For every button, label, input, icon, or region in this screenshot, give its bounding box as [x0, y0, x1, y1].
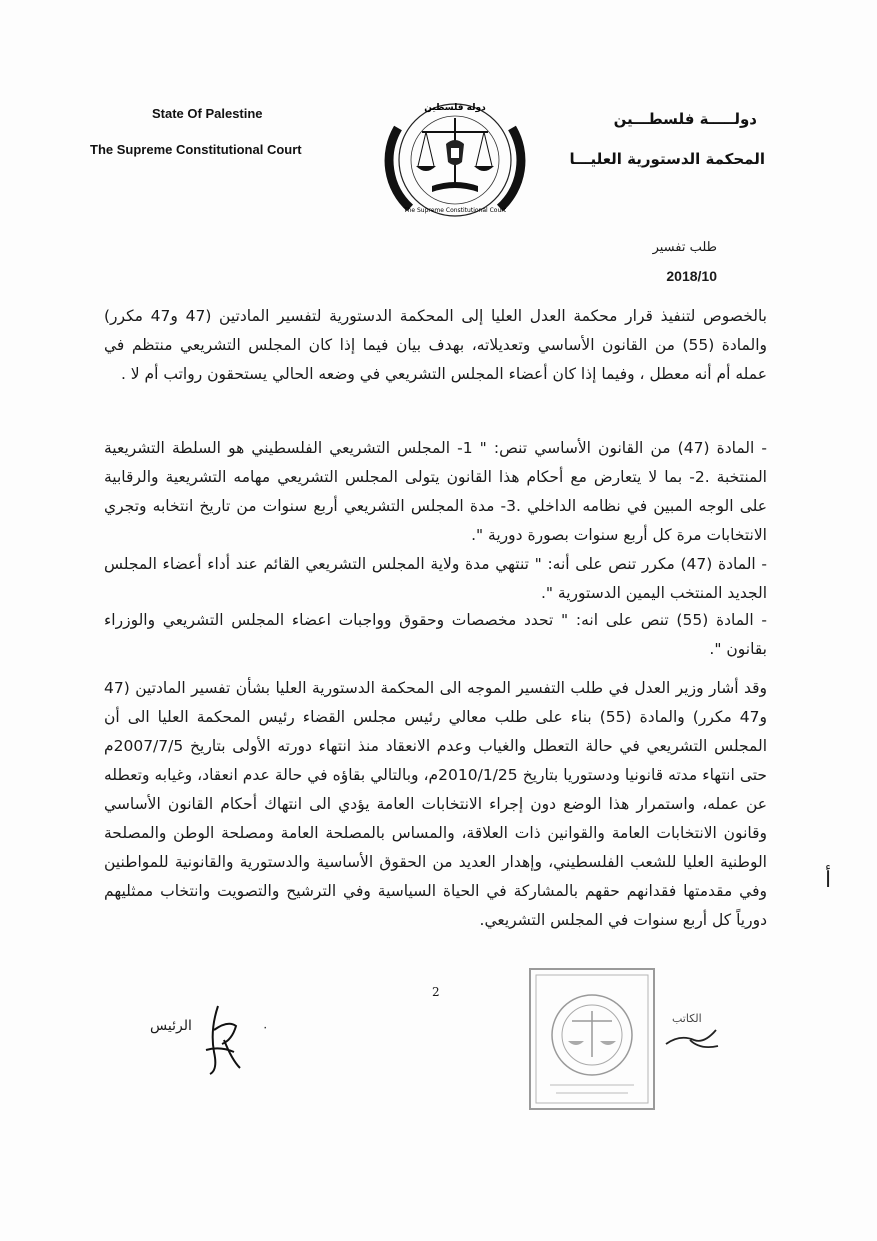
header-state-ar: دولـــــة فلسطـــين	[613, 110, 757, 128]
emblem-text-en: The Supreme Constitutional Court	[403, 207, 507, 214]
header-court-en: The Supreme Constitutional Court	[90, 142, 302, 157]
paragraph-main: وقد أشار وزير العدل في طلب التفسير الموجه الى المحكمة الدستورية العليا بشأن تفسير المادتين (47 و47 مكرر) والمادة (55) بناء على طلب معالي رئيس مجلس القضاء رئيس المحكمة العليا الى أن المجلس التشريعي في حالة التعطل والغياب وعدم الانعقاد منذ انتهاء دورته الأولى بتاريخ 2007/7/5م حتى انتهاء مدته قانونيا ودستوريا بتاريخ 2010/1/25م، وبالتالي بقاؤه في حالة عدم انعقاد، وغيابه وتعطله عن عمله، واستمرار هذا الوضع دون إجراء الانتخابات العامة يؤدي الى انتهاك أحكام القانون الأساسي وقانون الانتخابات العامة والقوانين ذات العلاقة، والمساس بالمصلحة العامة ومصلحة الوطن والمصلحة الوطنية العليا للشعب الفلسطيني، وإهدار العديد من الحقوق الأساسية والدستورية والقانونية للمواطنين وفي مقدمتها فقدانهم حقهم بالمشاركة في الحياة السياسية وفي الترشيح والتصويت وانتخاب ممثليهم دورياً كل أربع سنوات في المجلس التشريعي.	[104, 679, 767, 929]
secretary-label: الكاتب	[672, 1012, 702, 1025]
header-state-en: State Of Palestine	[152, 106, 263, 121]
emblem-text-ar: دولة فلسطين	[424, 103, 486, 113]
president-label: الرئيس	[150, 1018, 192, 1034]
reference-number: 2018/10	[666, 268, 717, 284]
paragraph-article-55: - المادة (55) تنص على انه: " تحدد مخصصات وحقوق وواجبات اعضاء المجلس التشريعي والوزراء بقانون ".	[104, 611, 768, 658]
president-signature-icon	[140, 990, 270, 1080]
page-number: 2	[432, 985, 440, 999]
court-stamp-icon	[526, 965, 658, 1113]
margin-mark: أ	[825, 868, 832, 893]
paragraph-intro: بالخصوص لتنفيذ قرار محكمة العدل العليا إلى المحكمة الدستورية لتفسير المادتين (47 و47 مكرر) والمادة (55) من القانون الأساسي وتعديلاته، بهدف بيان فيما إذا كان المجلس التشريعي منتظم في عمله أم أنه معطل ، وفيما إذا كان أعضاء المجلس التشريعي في وضعه الحالي يستحقون رواتب أم لا .	[104, 307, 767, 383]
signature-dot: ٠	[262, 1020, 269, 1034]
paragraph-article-47: - المادة (47) من القانون الأساسي تنص: " 1- المجلس التشريعي الفلسطيني هو السلطة التشريعية المنتخبة .2- بما لا يتعارض مع أحكام هذا القانون يتولى المجلس التشريعي مهامه التشريعية والرقابية على الوجه المبين في نظامه الداخلي .3- مدة المجلس التشريعي أربع سنوات من تاريخ انتخابه وتجري الانتخابات مرة كل أربع سنوات بصورة دورية ".	[104, 439, 768, 544]
paragraph-article-47-bis: - المادة (47) مكرر تنص على أنه: " تنتهي مدة ولاية المجلس التشريعي القائم عند أداء أعضاء المجلس الجديد المنتخب اليمين الدستورية ".	[104, 555, 767, 602]
header-court-ar: المحكمة الدستورية العليـــا	[569, 150, 765, 168]
court-emblem-icon	[380, 88, 530, 228]
reference-label: طلب تفسير	[652, 240, 717, 255]
